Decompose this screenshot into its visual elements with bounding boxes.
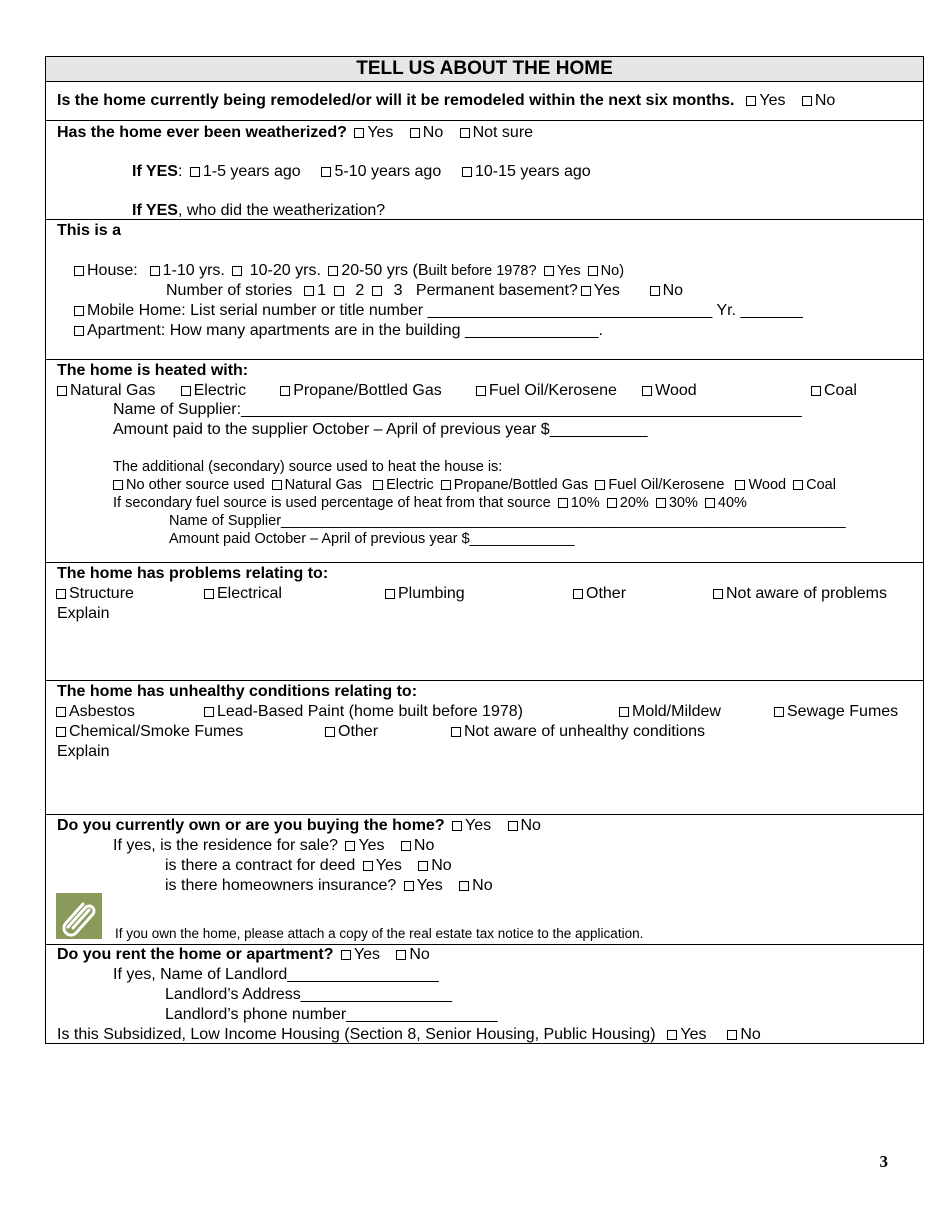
heating-heading: The home is heated with: [57, 362, 249, 379]
sewage-checkbox[interactable] [774, 707, 784, 717]
unhealthy-not-aware-checkbox[interactable] [451, 727, 461, 737]
sec-propane-checkbox[interactable] [441, 480, 451, 490]
unhealthy-other-checkbox[interactable] [325, 727, 335, 737]
section-remodel [46, 82, 923, 121]
heat-natural-gas-checkbox[interactable] [57, 386, 67, 396]
for-sale-no-checkbox[interactable] [401, 841, 411, 851]
rent-no-checkbox[interactable] [396, 950, 406, 960]
rent-question: Do you rent the home or apartment? [57, 946, 334, 963]
weatherized-5-10-checkbox[interactable] [321, 167, 331, 177]
insurance-yes-checkbox[interactable] [404, 881, 414, 891]
stories-2-checkbox[interactable] [334, 286, 344, 296]
section-dwelling-type: This is a House: 1-10 yrs. 10-20 yrs. 20-50 yrs (Built before 1978? Yes No) Number of stories 1 2 3 Permanent basement? Yes No Mobile Home: List serial number or title number ________________________________ Yr. _______ Apartment: How many apartments are in the building _______________. [46, 220, 923, 360]
pct-40-checkbox[interactable] [705, 498, 715, 508]
heat-fuel-oil-checkbox[interactable] [476, 386, 486, 396]
remodel-yes-checkbox[interactable] [746, 96, 756, 106]
weatherized-question: Has the home ever been weatherized? [57, 124, 347, 141]
stories-1-checkbox[interactable] [304, 286, 314, 296]
remodel-no-checkbox[interactable] [802, 96, 812, 106]
sec-natural-gas-checkbox[interactable] [272, 480, 282, 490]
chemical-checkbox[interactable] [56, 727, 66, 737]
sec-coal-checkbox[interactable] [793, 480, 803, 490]
house-1-10-checkbox[interactable] [150, 266, 160, 276]
attach-note: If you own the home, please attach a copy of the real estate tax notice to the application. [115, 926, 644, 941]
stories-3-checkbox[interactable] [372, 286, 382, 296]
sec-none-checkbox[interactable] [113, 480, 123, 490]
basement-yes-checkbox[interactable] [581, 286, 591, 296]
apartment-checkbox[interactable] [74, 326, 84, 336]
weatherized-10-15-checkbox[interactable] [462, 167, 472, 177]
pct-10-checkbox[interactable] [558, 498, 568, 508]
problem-not-aware-checkbox[interactable] [713, 589, 723, 599]
house-20-50-checkbox[interactable] [328, 266, 338, 276]
unhealthy-explain[interactable]: Explain [57, 743, 110, 760]
heat-electric-checkbox[interactable] [181, 386, 191, 396]
insurance-no-checkbox[interactable] [459, 881, 469, 891]
asbestos-checkbox[interactable] [56, 707, 66, 717]
apartment-field[interactable]: Apartment: How many apartments are in the building _______________. [87, 322, 603, 339]
own-yes-checkbox[interactable] [452, 821, 462, 831]
page-number: 3 [879, 1152, 888, 1171]
landlord-phone-field[interactable]: Landlord’s phone number_________________ [165, 1006, 498, 1023]
secondary-label: The additional (secondary) source used to heat the house is: [113, 459, 503, 475]
section-own: Do you currently own or are you buying the home? Yes No If yes, is the residence for sale? Yes No is there a contract for deed Yes No is there homeowners insurance? Yes No If you own the home, please attach a copy of the real estate tax notice to the application. [46, 815, 923, 945]
remodel-yes-label: Yes [759, 92, 786, 109]
deed-no-checkbox[interactable] [418, 861, 428, 871]
section-weatherized: Has the home ever been weatherized? Yes No Not sure If YES: 1-5 years ago 5-10 years ago 10-15 years ago If YES, who did the weatherization? [46, 121, 923, 220]
mobile-home-checkbox[interactable] [74, 306, 84, 316]
remodel-no-label: No [814, 92, 836, 109]
landlord-name-field[interactable]: If yes, Name of Landlord_________________ [113, 966, 439, 983]
subsidized-yes-checkbox[interactable] [667, 1030, 677, 1040]
section-problems: The home has problems relating to: Structure Electrical Plumbing Other Not aware of problems Explain [46, 563, 923, 681]
sec-amount-field[interactable]: Amount paid October – April of previous year $_____________ [169, 531, 575, 547]
built-before-yes-checkbox[interactable] [544, 266, 554, 276]
weatherized-1-5-checkbox[interactable] [190, 167, 200, 177]
problem-electrical-checkbox[interactable] [204, 589, 214, 599]
mobile-home-field[interactable]: Mobile Home: List serial number or title number ________________________________ Yr. _______ [87, 302, 803, 319]
built-before-no-checkbox[interactable] [588, 266, 598, 276]
weatherized-no-checkbox[interactable] [410, 128, 420, 138]
sec-wood-checkbox[interactable] [735, 480, 745, 490]
pct-30-checkbox[interactable] [656, 498, 666, 508]
remodel-question: Is the home currently being remodeled/or will it be remodeled within the next six months. [57, 92, 735, 109]
problem-plumbing-checkbox[interactable] [385, 589, 395, 599]
heat-wood-checkbox[interactable] [642, 386, 652, 396]
rent-yes-checkbox[interactable] [341, 950, 351, 960]
for-sale-yes-checkbox[interactable] [345, 841, 355, 851]
sec-fuel-oil-checkbox[interactable] [595, 480, 605, 490]
heat-coal-checkbox[interactable] [811, 386, 821, 396]
section-rent: Do you rent the home or apartment? Yes No If yes, Name of Landlord_________________ Landlord’s Address_________________ Landlord’s phone number_________________ Is this Subsidized, Low Income Housing (Section 8, Senior Housing, Public Housing) Yes No [57, 946, 761, 1043]
landlord-address-field[interactable]: Landlord’s Address_________________ [165, 986, 453, 1003]
mold-checkbox[interactable] [619, 707, 629, 717]
problem-other-checkbox[interactable] [573, 589, 583, 599]
problem-structure-checkbox[interactable] [56, 589, 66, 599]
home-form [45, 56, 924, 1044]
section-unhealthy: The home has unhealthy conditions relating to: Asbestos Lead-Based Paint (home built before 1978) Mold/Mildew Sewage Fumes Chemical/Smoke Fumes Other Not aware of unhealthy conditions Explain [46, 681, 923, 815]
sec-electric-checkbox[interactable] [373, 480, 383, 490]
weatherized-notsure-checkbox[interactable] [460, 128, 470, 138]
unhealthy-heading: The home has unhealthy conditions relating to: [57, 683, 418, 700]
section-heating: The home is heated with: Natural Gas Electric Propane/Bottled Gas Fuel Oil/Kerosene Wood Coal Name of Supplier:_______________________________________________________________ Amount paid to the supplier October – April of previous year $___________ The additional (secondary) source used to heat the house is: No other source used Natural Gas Electric Propane/Bottled Gas Fuel Oil/Kerosene Wood Coal If secondary fuel source is used percentage of heat from that source 10% 20% 30% 40% Name of Supplier______________________________________________________________________ Amount paid October – April of previous year $_____________ [46, 360, 923, 563]
weatherization-who[interactable]: If YES, who did the weatherization? [132, 202, 386, 219]
house-10-20-checkbox[interactable] [232, 266, 242, 276]
form-title: TELL US ABOUT THE HOME [46, 57, 923, 82]
heat-propane-checkbox[interactable] [280, 386, 290, 396]
own-question: Do you currently own or are you buying the home? [57, 817, 445, 834]
lead-paint-checkbox[interactable] [204, 707, 214, 717]
subsidized-question: Is this Subsidized, Low Income Housing (Section 8, Senior Housing, Public Housing) [57, 1026, 656, 1043]
pct-20-checkbox[interactable] [607, 498, 617, 508]
weatherized-yes-checkbox[interactable] [354, 128, 364, 138]
problems-explain[interactable]: Explain [57, 605, 110, 622]
amount-paid-field[interactable]: Amount paid to the supplier October – April of previous year $___________ [113, 421, 648, 438]
subsidized-no-checkbox[interactable] [727, 1030, 737, 1040]
if-yes-label: If YES [132, 163, 178, 180]
supplier-field[interactable]: Name of Supplier:_______________________________________________________________ [113, 401, 802, 418]
basement-no-checkbox[interactable] [650, 286, 660, 296]
house-checkbox[interactable] [74, 266, 84, 276]
own-no-checkbox[interactable] [508, 821, 518, 831]
dwelling-heading: This is a [57, 222, 122, 239]
problems-heading: The home has problems relating to: [57, 565, 329, 582]
paperclip-icon [56, 893, 102, 939]
sec-supplier-field[interactable]: Name of Supplier______________________________________________________________________ [169, 513, 846, 529]
deed-yes-checkbox[interactable] [363, 861, 373, 871]
